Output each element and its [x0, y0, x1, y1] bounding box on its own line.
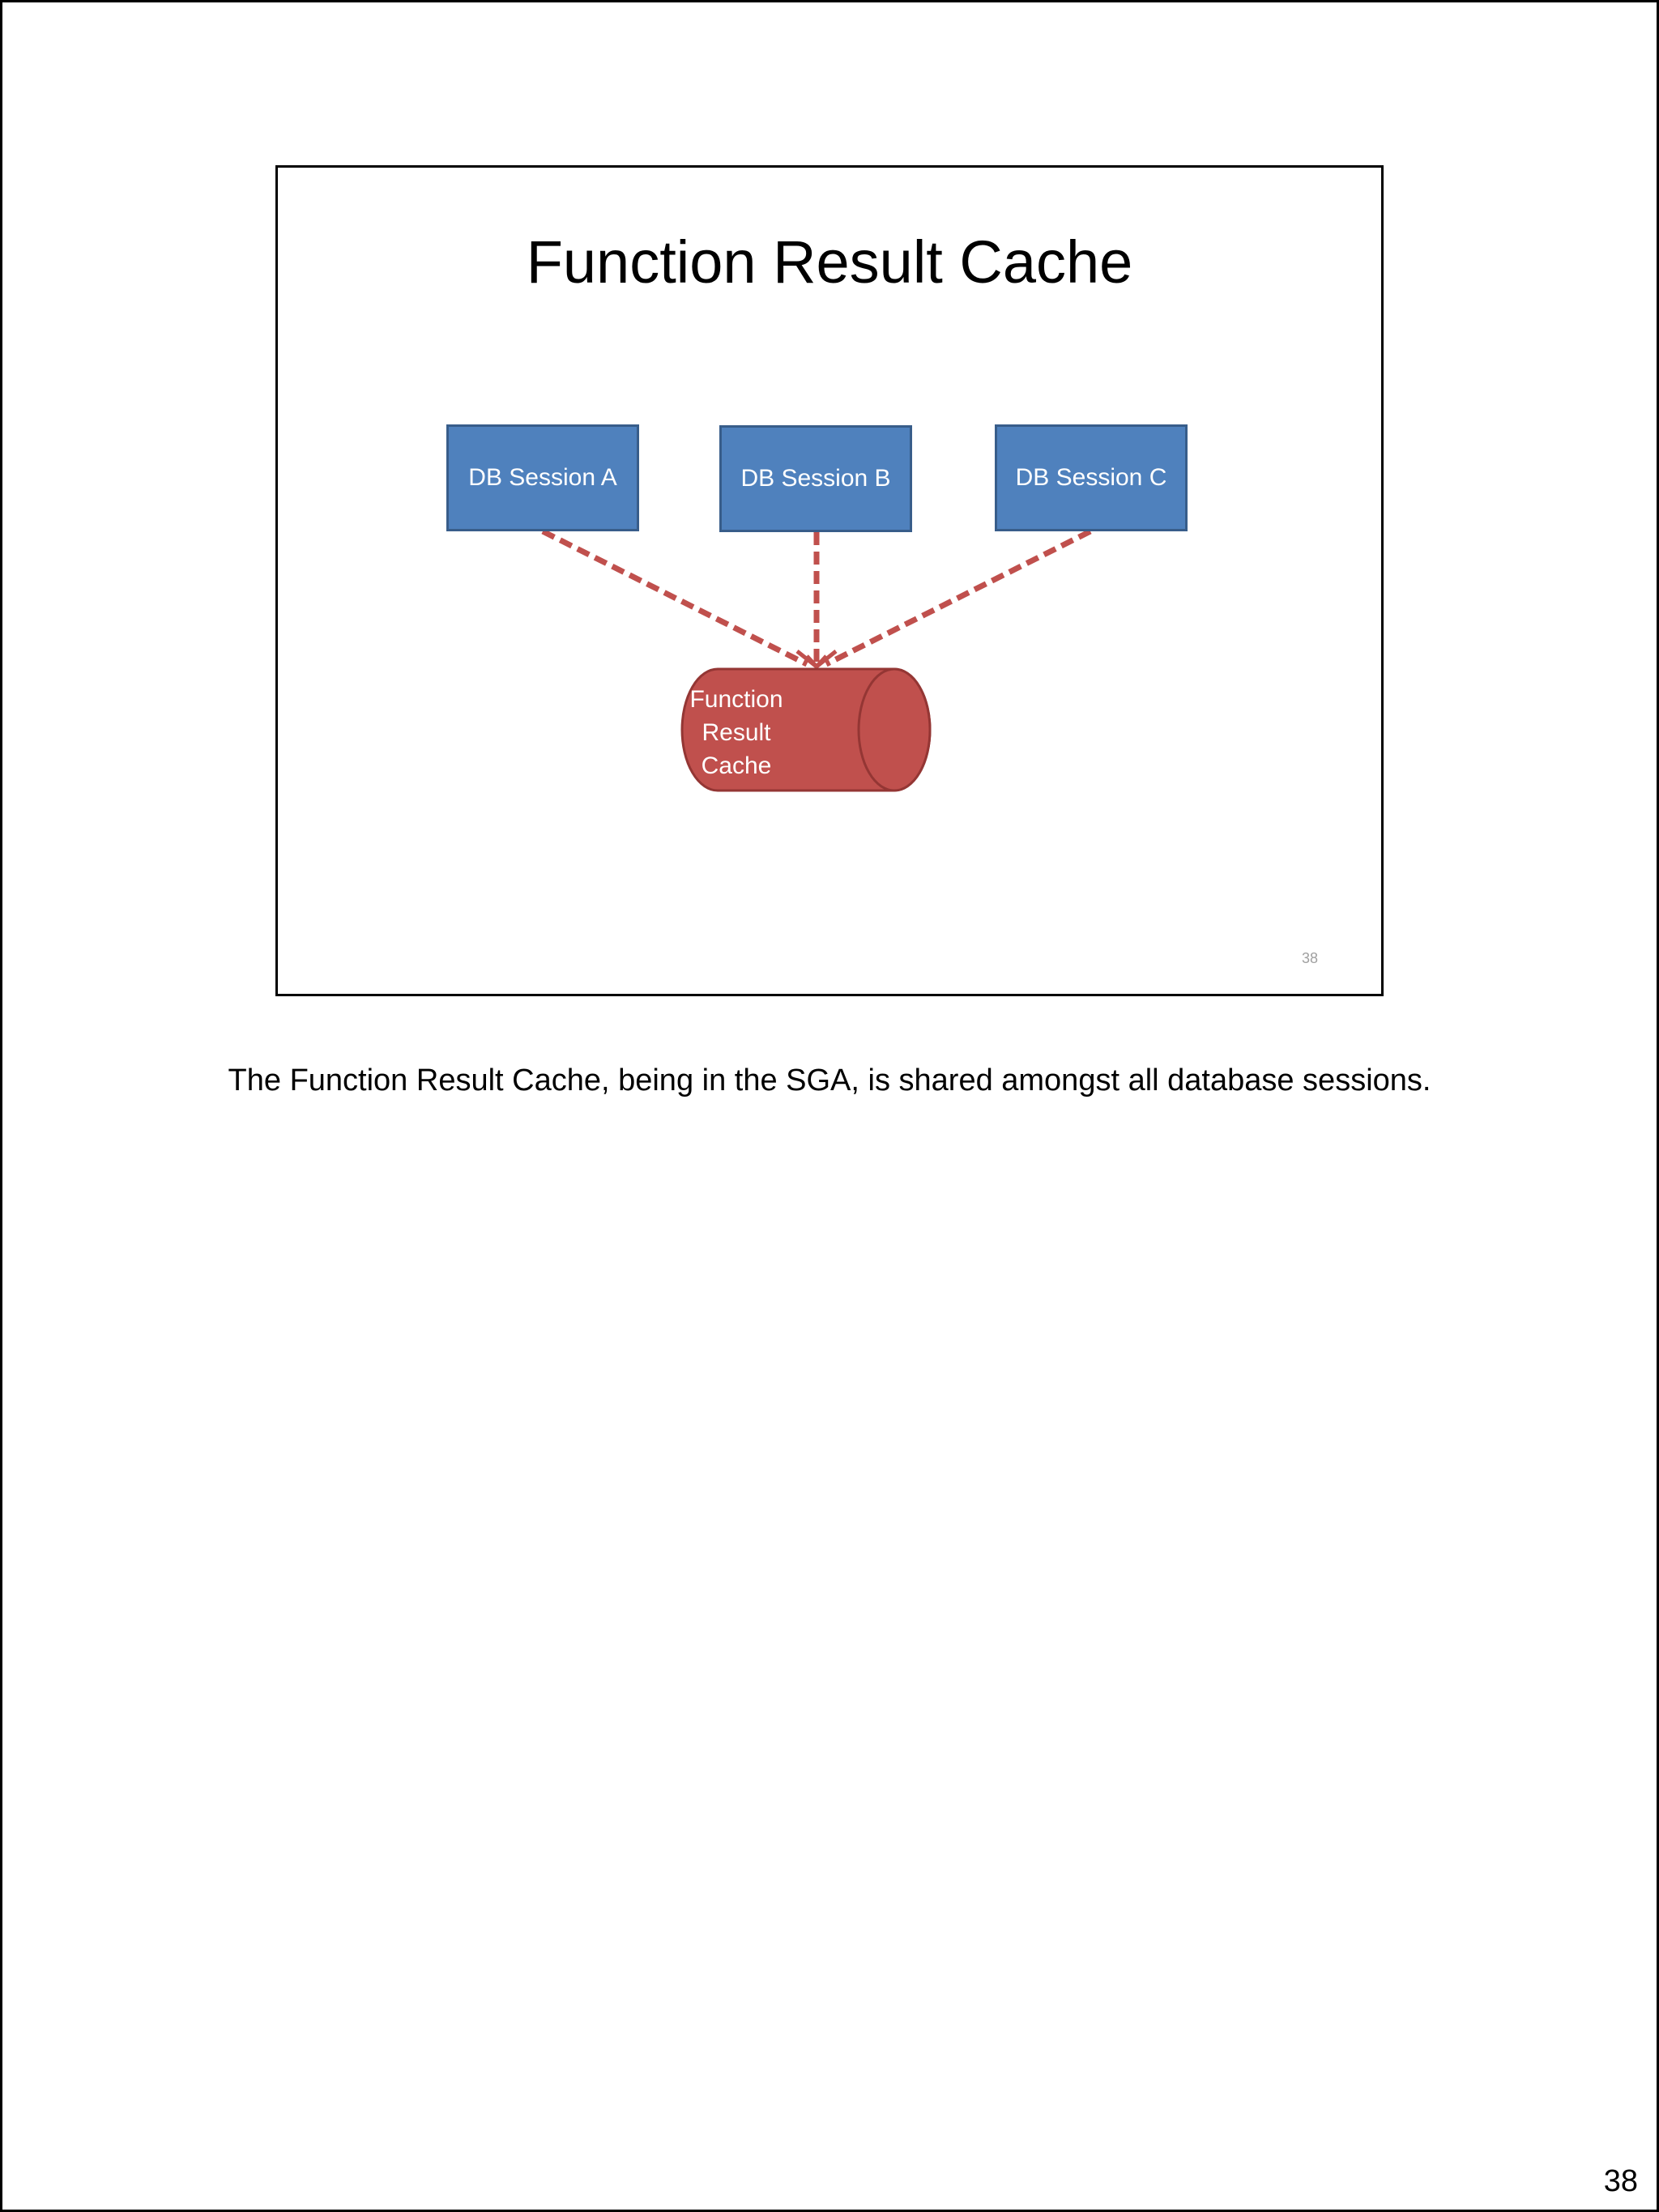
connector-c-to-cache	[826, 531, 1090, 664]
speaker-notes: The Function Result Cache, being in the SGA, is shared amongst all database sessions.	[228, 1063, 1431, 1097]
page-number: 38	[1603, 2164, 1638, 2198]
slide-number: 38	[1301, 950, 1318, 966]
db-session-a-box	[446, 424, 639, 531]
slide	[275, 165, 1384, 996]
cache-label	[655, 683, 817, 782]
slide-title: Function Result Cache	[526, 228, 1133, 296]
cache-label-line: Result	[702, 719, 771, 746]
db-session-a-label: DB Session A	[468, 464, 617, 491]
connector-a-to-cache	[543, 531, 807, 664]
db-session-b-label: DB Session B	[740, 465, 891, 492]
cache-label-line: Function	[689, 686, 783, 713]
db-session-c-box	[995, 424, 1188, 531]
cache-label-line: Cache	[701, 752, 772, 779]
diagram-connectors	[278, 168, 1386, 999]
db-session-b-box	[719, 425, 912, 532]
db-session-c-label: DB Session C	[1015, 464, 1167, 491]
